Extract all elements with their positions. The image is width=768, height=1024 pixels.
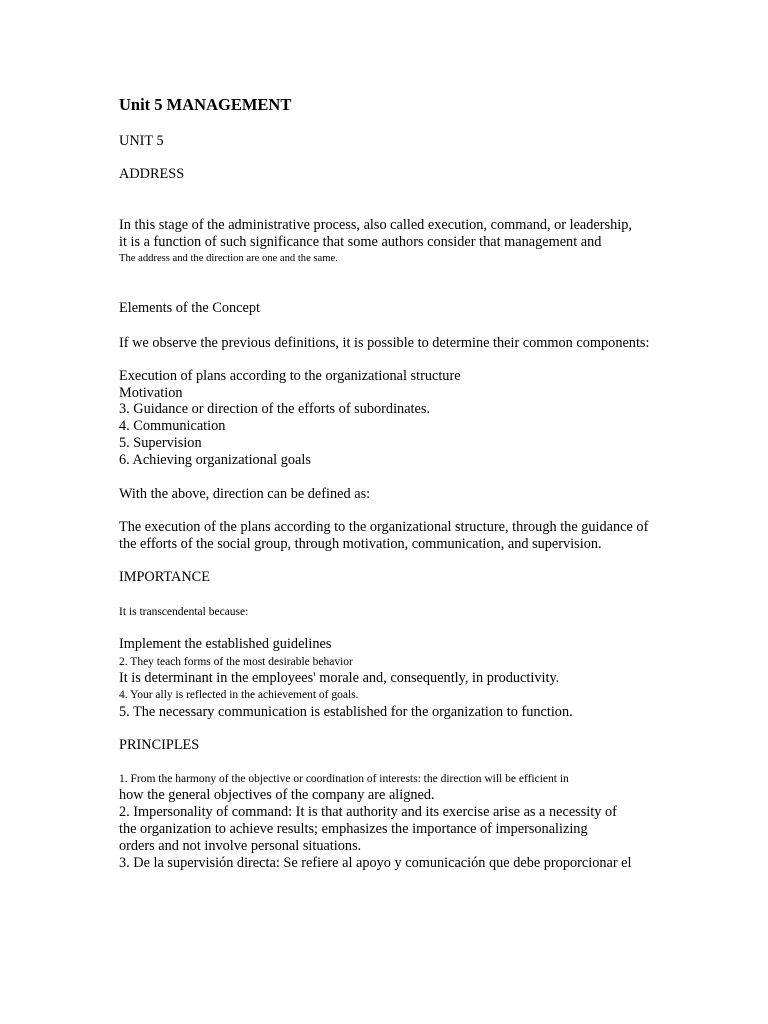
- principle-line: 2. Impersonality of command: It is that authority and its exercise arise as a necessity of: [119, 804, 617, 820]
- component-item: Execution of plans according to the organizational structure: [119, 368, 461, 384]
- definition-line: The execution of the plans according to the organizational structure, through the guidance of: [119, 519, 649, 535]
- intro-line: it is a function of such significance that some authors consider that management and: [119, 234, 602, 250]
- principle-line: 1. From the harmony of the objective or coordination of interests: the direction will be efficient in: [119, 773, 569, 785]
- importance-item: 4. Your ally is reflected in the achievement of goals.: [119, 689, 359, 701]
- component-item: 3. Guidance or direction of the efforts of subordinates.: [119, 401, 430, 417]
- principle-line: orders and not involve personal situations.: [119, 838, 362, 854]
- importance-intro: It is transcendental because:: [119, 606, 249, 618]
- component-item: 4. Communication: [119, 418, 226, 434]
- importance-item: 5. The necessary communication is established for the organization to function.: [119, 704, 573, 720]
- component-item: Motivation: [119, 385, 183, 401]
- definition-line: the efforts of the social group, through motivation, communication, and supervision.: [119, 536, 602, 552]
- unit-label: UNIT 5: [119, 133, 164, 149]
- elements-intro: If we observe the previous definitions, it is possible to determine their common components:: [119, 335, 650, 351]
- importance-item: Implement the established guidelines: [119, 636, 332, 652]
- principle-line: 3. De la supervisión directa: Se refiere al apoyo y comunicación que debe proporcionar el: [119, 855, 632, 871]
- section-heading-address: ADDRESS: [119, 166, 185, 182]
- importance-item: 2. They teach forms of the most desirable behavior: [119, 656, 353, 668]
- principle-line: the organization to achieve results; emphasizes the importance of impersonalizing: [119, 821, 588, 837]
- definition-intro: With the above, direction can be defined as:: [119, 486, 371, 502]
- importance-item: It is determinant in the employees' morale and, consequently, in productivity.: [119, 670, 560, 686]
- component-item: 5. Supervision: [119, 435, 202, 451]
- document-title: Unit 5 MANAGEMENT: [119, 95, 292, 114]
- section-heading-importance: IMPORTANCE: [119, 569, 210, 585]
- component-item: 6. Achieving organizational goals: [119, 452, 311, 468]
- section-heading-principles: PRINCIPLES: [119, 737, 200, 753]
- intro-line: In this stage of the administrative process, also called execution, command, or leadership,: [119, 217, 632, 233]
- section-heading-elements: Elements of the Concept: [119, 300, 260, 316]
- principle-line: how the general objectives of the company are aligned.: [119, 787, 435, 803]
- intro-line: The address and the direction are one and the same.: [119, 253, 338, 264]
